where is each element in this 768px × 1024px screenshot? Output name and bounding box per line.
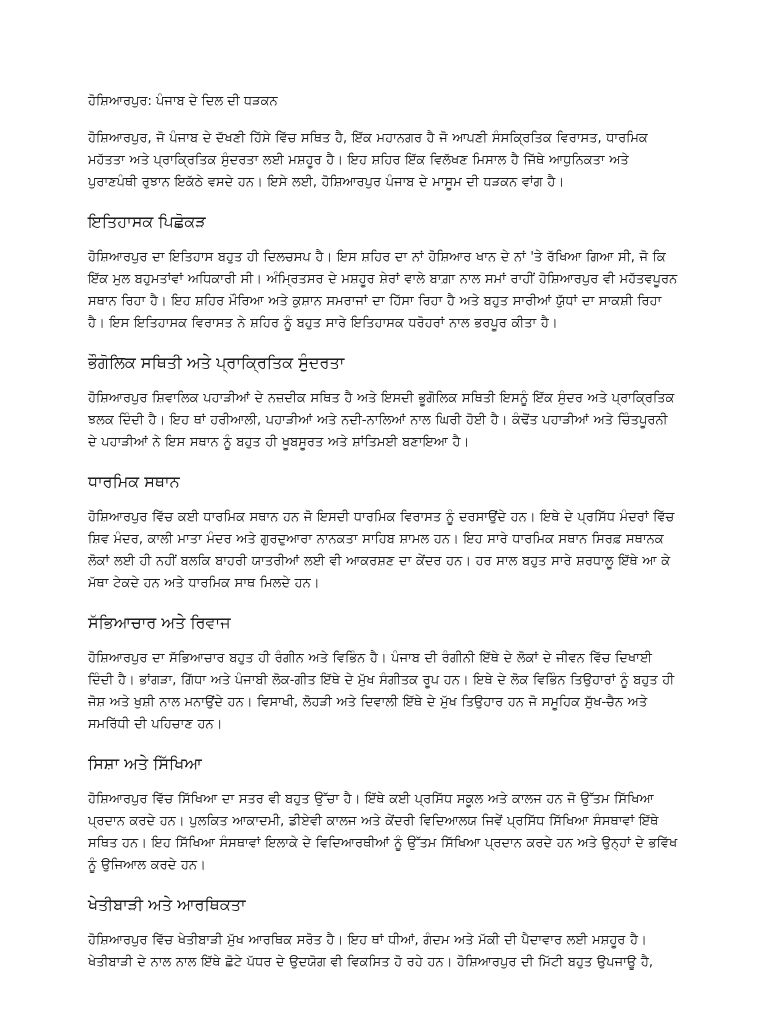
section-heading-history: ਇਤਿਹਾਸਕ ਪਿਛੋਕੜ (88, 212, 206, 231)
section-body-religious-places: ਹੋਸ਼ਿਆਰਪੁਰ ਵਿੱਚ ਕਈ ਧਾਰਮਿਕ ਸਥਾਨ ਹਨ ਜੋ ਇਸਦੀ ਧਾਰਮਿਕ ਵਿਰਾਸਤ ਨੂੰ ਦਰਸਾਉਂਦੇ ਹਨ। ਇਥੇ ਦੇ ਪ੍ਰਸਿੱਧ ਮੰਦਰਾਂ ਵਿੱਚ ਸ਼ਿਵ ਮੰਦਰ, ਕਾਲੀ ਮਾਤਾ ਮੰਦਰ ਅਤੇ ਗੁਰਦੁਆਰਾ ਨਾਨਕਤਾ ਸਾਹਿਬ ਸ਼ਾਮਲ ਹਨ। ਇਹ ਸਾਰੇ ਧਾਰਮਿਕ ਸਥਾਨ ਸਿਰਫ਼ ਸਥਾਨਕ ਲੋਕਾਂ ਲਈ ਹੀ ਨਹੀਂ ਬਲਕਿ ਬਾਹਰੀ ਯਾਤਰੀਆਂ ਲਈ ਵੀ ਆਕਰਸ਼ਣ ਦਾ ਕੇਂਦਰ ਹਨ। ਹਰ ਸਾਲ ਬਹੁਤ ਸਾਰੇ ਸ਼ਰਧਾਲੂ ਇੱਥੇ ਆ ਕੇ ਮੱਥਾ ਟੇਕਦੇ ਹਨ ਅਤੇ ਧਾਰਮਿਕ ਸਾਥ ਮਿਲਦੇ ਹਨ। (88, 510, 675, 591)
document-title: ਹੋਸ਼ਿਆਰਪੁਰ: ਪੰਜਾਬ ਦੇ ਦਿਲ ਦੀ ਧੜਕਨ (88, 94, 278, 109)
section-heading-education: ਸਿਸ਼ਾ ਅਤੇ ਸਿੱਖਿਆ (88, 754, 202, 773)
section-body-education: ਹੋਸ਼ਿਆਰਪੁਰ ਵਿੱਚ ਸਿੱਖਿਆ ਦਾ ਸਤਰ ਵੀ ਬਹੁਤ ਉੱਚਾ ਹੈ। ਇੱਥੇ ਕਈ ਪ੍ਰਸਿੱਧ ਸਕੂਲ ਅਤੇ ਕਾਲਜ ਹਨ ਜੋ ਉੱਤਮ ਸਿੱਖਿਆ ਪ੍ਰਦਾਨ ਕਰਦੇ ਹਨ। ਪੁਲਕਿਤ ਆਕਾਦਮੀ, ਡੀਏਵੀ ਕਾਲਜ ਅਤੇ ਕੇਂਦਰੀ ਵਿਦਿਆਲਯ ਜਿਵੇਂ ਪ੍ਰਸਿੱਧ ਸਿੱਖਿਆ ਸੰਸਥਾਵਾਂ ਇੱਥੇ ਸਥਿਤ ਹਨ। ਇਹ ਸਿੱਖਿਆ ਸੰਸਥਾਵਾਂ ਇਲਾਕੇ ਦੇ ਵਿਦਿਆਰਥੀਆਂ ਨੂੰ ਉੱਤਮ ਸਿੱਖਿਆ ਪ੍ਰਦਾਨ ਕਰਦੇ ਹਨ ਅਤੇ ਉਨ੍ਹਾਂ ਦੇ ਭਵਿੱਖ ਨੂੰ ਉਜਿਆਲ ਕਰਦੇ ਹਨ। (88, 792, 678, 873)
section-heading-geography: ਭੌਗੋਲਿਕ ਸਥਿਤੀ ਅਤੇ ਪ੍ਰਾਕ੍ਰਿਤਿਕ ਸੁੰਦਰਤਾ (88, 353, 345, 372)
section-body-culture: ਹੋਸ਼ਿਆਰਪੁਰ ਦਾ ਸੱਭਿਆਚਾਰ ਬਹੁਤ ਹੀ ਰੰਗੀਨ ਅਤੇ ਵਿਭਿੰਨ ਹੈ। ਪੰਜਾਬ ਦੀ ਰੰਗੀਨੀ ਇੱਥੇ ਦੇ ਲੋਕਾਂ ਦੇ ਜੀਵਨ ਵਿੱਚ ਦਿਖਾਈ ਦਿੰਦੀ ਹੈ। ਭਾਂਗੜਾ, ਗਿੱਧਾ ਅਤੇ ਪੰਜਾਬੀ ਲੋਕ-ਗੀਤ ਇੱਥੇ ਦੇ ਮੁੱਖ ਸੰਗੀਤਕ ਰੂਪ ਹਨ। ਇਥੇ ਦੇ ਲੋਕ ਵਿਭਿੰਨ ਤਿਉਹਾਰਾਂ ਨੂੰ ਬਹੁਤ ਹੀ ਜੋਸ਼ ਅਤੇ ਖੁਸ਼ੀ ਨਾਲ ਮਨਾਉਂਦੇ ਹਨ। ਵਿਸਾਖੀ, ਲੋਹੜੀ ਅਤੇ ਦਿਵਾਲੀ ਇੱਥੇ ਦੇ ਮੁੱਖ ਤਿਉਹਾਰ ਹਨ ਜੋ ਸਮੂਹਿਕ ਸੁੱਖ-ਚੈਨ ਅਤੇ ਸਮਰਿੱਧੀ ਦੀ ਪਹਿਚਾਣ ਹਨ। (88, 651, 675, 732)
section-body-geography: ਹੋਸ਼ਿਆਰਪੁਰ ਸ਼ਿਵਾਲਿਕ ਪਹਾੜੀਆਂ ਦੇ ਨਜ਼ਦੀਕ ਸਥਿਤ ਹੈ ਅਤੇ ਇਸਦੀ ਭੂਗੋਲਿਕ ਸਥਿਤੀ ਇਸਨੂੰ ਇੱਕ ਸੁੰਦਰ ਅਤੇ ਪ੍ਰਾਕ੍ਰਿਤਿਕ ਝਲਕ ਦਿੰਦੀ ਹੈ। ਇਹ ਥਾਂ ਹਰੀਆਲੀ, ਪਹਾੜੀਆਂ ਅਤੇ ਨਦੀ-ਨਾਲਿਆਂ ਨਾਲ ਘਿਰੀ ਹੋਈ ਹੈ। ਕੰਢੋਂਤ ਪਹਾੜੀਆਂ ਅਤੇ ਚਿੰਤਪੂਰਨੀ ਦੇ ਪਹਾੜੀਆਂ ਨੇ ਇਸ ਸਥਾਨ ਨੂੰ ਬਹੁਤ ਹੀ ਖੂਬਸੂਰਤ ਅਤੇ ਸ਼ਾਂਤਿਮਈ ਬਣਾਇਆ ਹੈ। (88, 391, 675, 450)
section-body-history: ਹੋਸ਼ਿਆਰਪੁਰ ਦਾ ਇਤਿਹਾਸ ਬਹੁਤ ਹੀ ਦਿਲਚਸਪ ਹੈ। ਇਸ ਸ਼ਹਿਰ ਦਾ ਨਾਂ ਹੋਸ਼ਿਆਰ ਖਾਨ ਦੇ ਨਾਂ 'ਤੇ ਰੱਖਿਆ ਗਿਆ ਸੀ, ਜੋ ਕਿ ਇੱਕ ਮੁਲ ਬਹੁਮਤਾਂਵਾਂ ਅਧਿਕਾਰੀ ਸੀ। ਅੰਮ੍ਰਿਤਸਰ ਦੇ ਮਸ਼ਹੂਰ ਸ਼ੇਰਾਂ ਵਾਲੇ ਬਾਗ਼ਾ ਨਾਲ ਸਮਾਂ ਰਾਹੀਂ ਹੋਸ਼ਿਆਰਪੁਰ ਵੀ ਮਹੱਤਵਪੂਰਨ ਸਥਾਨ ਰਿਹਾ ਹੈ। ਇਹ ਸ਼ਹਿਰ ਮੌਰਿਆ ਅਤੇ ਕੁਸ਼ਾਨ ਸਮਰਾਜਾਂ ਦਾ ਹਿੱਸਾ ਰਿਹਾ ਹੈ ਅਤੇ ਬਹੁਤ ਸਾਰੀਆਂ ਯੁੱਧਾਂ ਦਾ ਸਾਕਸ਼ੀ ਰਿਹਾ ਹੈ। ਇਸ ਇਤਿਹਾਸਕ ਵਿਰਾਸਤ ਨੇ ਸ਼ਹਿਰ ਨੂੰ ਬਹੁਤ ਸਾਰੇ ਇਤਿਹਾਸਕ ਧਰੋਹਰਾਂ ਨਾਲ ਭਰਪੂਰ ਕੀਤਾ ਹੈ। (88, 250, 678, 331)
section-body-agriculture: ਹੋਸ਼ਿਆਰਪੁਰ ਵਿੱਚ ਖੇਤੀਬਾੜੀ ਮੁੱਖ ਆਰਥਿਕ ਸਰੋਤ ਹੈ। ਇਹ ਥਾਂ ਧੀਆਂ, ਗੰਦਮ ਅਤੇ ਮੱਕੀ ਦੀ ਪੈਦਾਵਾਰ ਲਈ ਮਸ਼ਹੂਰ ਹੈ। ਖੇਤੀਬਾੜੀ ਦੇ ਨਾਲ ਨਾਲ ਇੱਥੇ ਛੋਟੇ ਪੱਧਰ ਦੇ ਉਦਯੋਗ ਵੀ ਵਿਕਸਿਤ ਹੋ ਰਹੇ ਹਨ। ਹੋਸ਼ਿਆਰਪੁਰ ਦੀ ਮਿੱਟੀ ਬਹੁਤ ਉਪਜਾਊ ਹੈ, (88, 933, 654, 970)
section-heading-culture: ਸੱਭਿਆਚਾਰ ਅਤੇ ਰਿਵਾਜ (88, 613, 231, 632)
section-heading-religious-places: ਧਾਰਮਿਕ ਸਥਾਨ (88, 472, 180, 491)
section-heading-agriculture: ਖੇਤੀਬਾੜੀ ਅਤੇ ਆਰਥਿਕਤਾ (88, 895, 246, 914)
intro-paragraph: ਹੋਸ਼ਿਆਰਪੁਰ, ਜੋ ਪੰਜਾਬ ਦੇ ਦੱਖਣੀ ਹਿੱਸੇ ਵਿੱਚ ਸਥਿਤ ਹੈ, ਇੱਕ ਮਹਾਨਗਰ ਹੈ ਜੋ ਆਪਣੀ ਸੰਸਕ੍ਰਿਤਿਕ ਵਿਰਾਸਤ, ਧਾਰਮਿਕ ਮਹੱਤਤਾ ਅਤੇ ਪ੍ਰਾਕ੍ਰਿਤਿਕ ਸੁੰਦਰਤਾ ਲਈ ਮਸ਼ਹੂਰ ਹੈ। ਇਹ ਸ਼ਹਿਰ ਇੱਕ ਵਿਲੱਖਣ ਮਿਸਾਲ ਹੈ ਜਿੱਥੇ ਆਧੁਨਿਕਤਾ ਅਤੇ ਪੁਰਾਣਪੰਥੀ ਰੁਝਾਨ ਇਕੱਠੇ ਵਸਦੇ ਹਨ। ਇਸੇ ਲਈ, ਹੋਸ਼ਿਆਰਪੁਰ ਪੰਜਾਬ ਦੇ ਮਾਸੂਮ ਦੀ ਧੜਕਨ ਵਾਂਗ ਹੈ। (88, 131, 648, 190)
